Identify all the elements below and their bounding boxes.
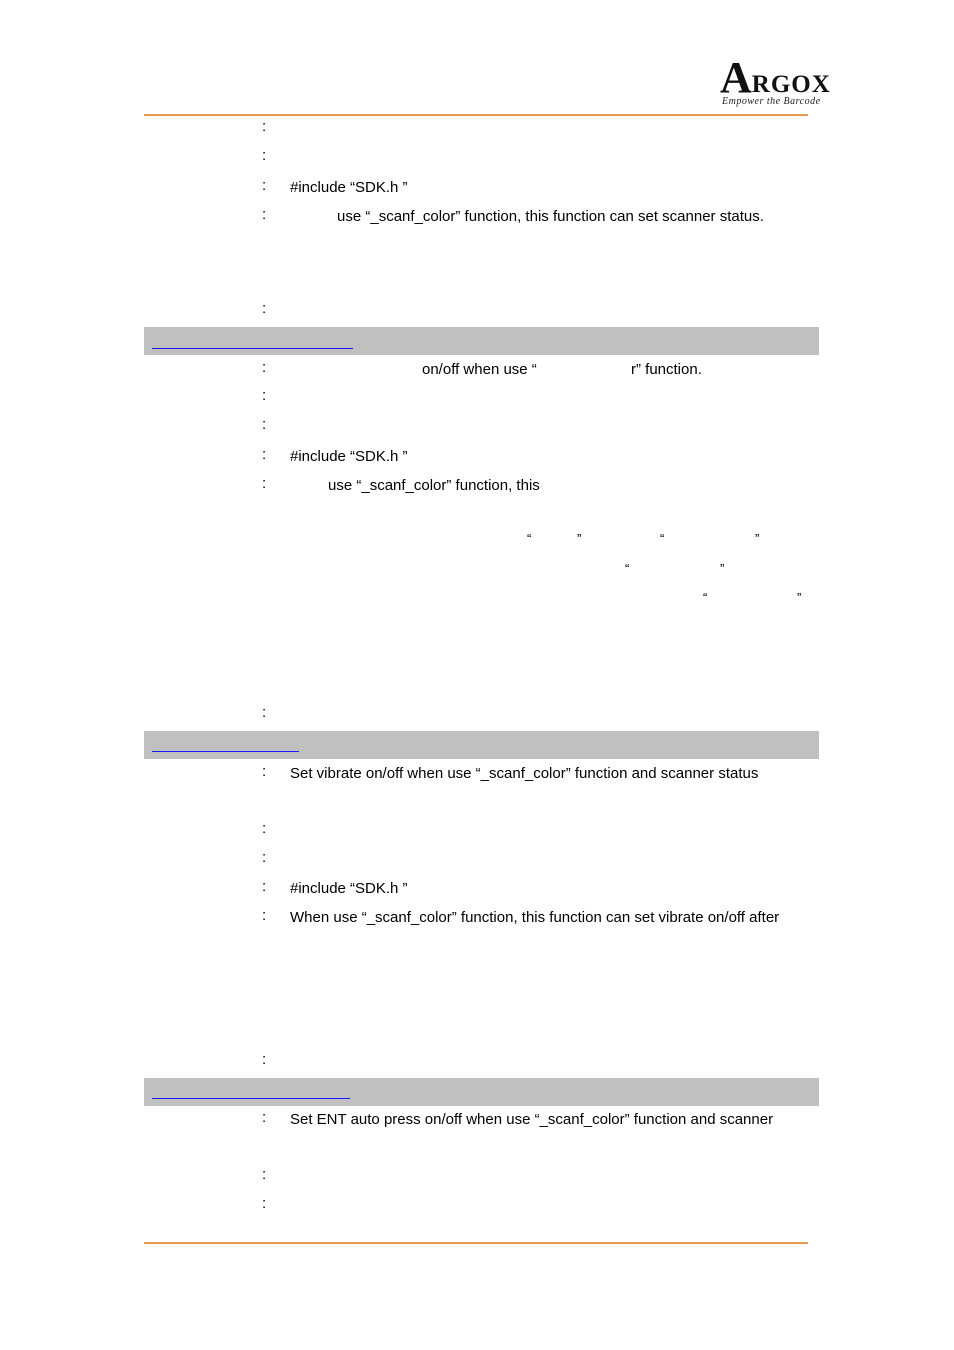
include-directive: #include “SDK.h ”: [290, 448, 408, 465]
row-colon: :: [262, 177, 267, 194]
row-colon: :: [262, 416, 267, 433]
logo-tagline: Empower the Barcode: [722, 96, 821, 107]
include-directive: #include “SDK.h ”: [290, 880, 408, 897]
section-link-underline[interactable]: [152, 348, 353, 349]
row-colon: :: [262, 704, 267, 721]
quote-mark: ”: [797, 590, 802, 605]
function-text: Set ENT auto press on/off when use “_scanf_color” function and scanner: [290, 1111, 774, 1128]
quote-mark: ”: [577, 531, 582, 546]
argox-logo: [720, 53, 831, 112]
header-rule: [144, 114, 808, 116]
row-colon: :: [262, 1166, 267, 1183]
description-text: When use “_scanf_color” function, this function can set vibrate on/off after: [290, 909, 780, 926]
row-colon: :: [262, 118, 267, 135]
section-header-band: [144, 1078, 819, 1106]
function-text-part: r” function.: [631, 361, 702, 378]
row-colon: :: [262, 763, 267, 780]
logo-initial: A: [720, 53, 752, 102]
row-colon: :: [262, 907, 267, 924]
row-colon: :: [262, 878, 267, 895]
row-colon: :: [262, 147, 267, 164]
row-colon: :: [262, 820, 267, 837]
row-colon: :: [262, 1195, 267, 1212]
row-colon: :: [262, 387, 267, 404]
row-colon: :: [262, 300, 267, 317]
function-text-part: on/off when use “: [422, 361, 537, 378]
function-text: Set vibrate on/off when use “_scanf_color” function and scanner status: [290, 765, 759, 782]
row-colon: :: [262, 206, 267, 223]
quote-mark: “: [625, 561, 630, 576]
footer-rule: [144, 1242, 808, 1244]
description-text: use “_scanf_color” function, this function can set scanner status.: [337, 208, 764, 225]
quote-mark: ”: [755, 531, 760, 546]
include-directive: #include “SDK.h ”: [290, 179, 408, 196]
description-text: use “_scanf_color” function, this: [328, 477, 540, 494]
row-colon: :: [262, 1051, 267, 1068]
row-colon: :: [262, 1109, 267, 1126]
section-link-underline[interactable]: [152, 1098, 350, 1099]
quote-mark: “: [527, 531, 532, 546]
quote-mark: ”: [720, 561, 725, 576]
quote-mark: “: [660, 531, 665, 546]
quote-mark: “: [703, 590, 708, 605]
row-colon: :: [262, 849, 267, 866]
logo-rest: RGOX: [751, 71, 831, 98]
row-colon: :: [262, 475, 267, 492]
row-colon: :: [262, 359, 267, 376]
row-colon: :: [262, 446, 267, 463]
section-header-band: [144, 327, 819, 355]
section-link-underline[interactable]: [152, 751, 299, 752]
section-header-band: [144, 731, 819, 759]
